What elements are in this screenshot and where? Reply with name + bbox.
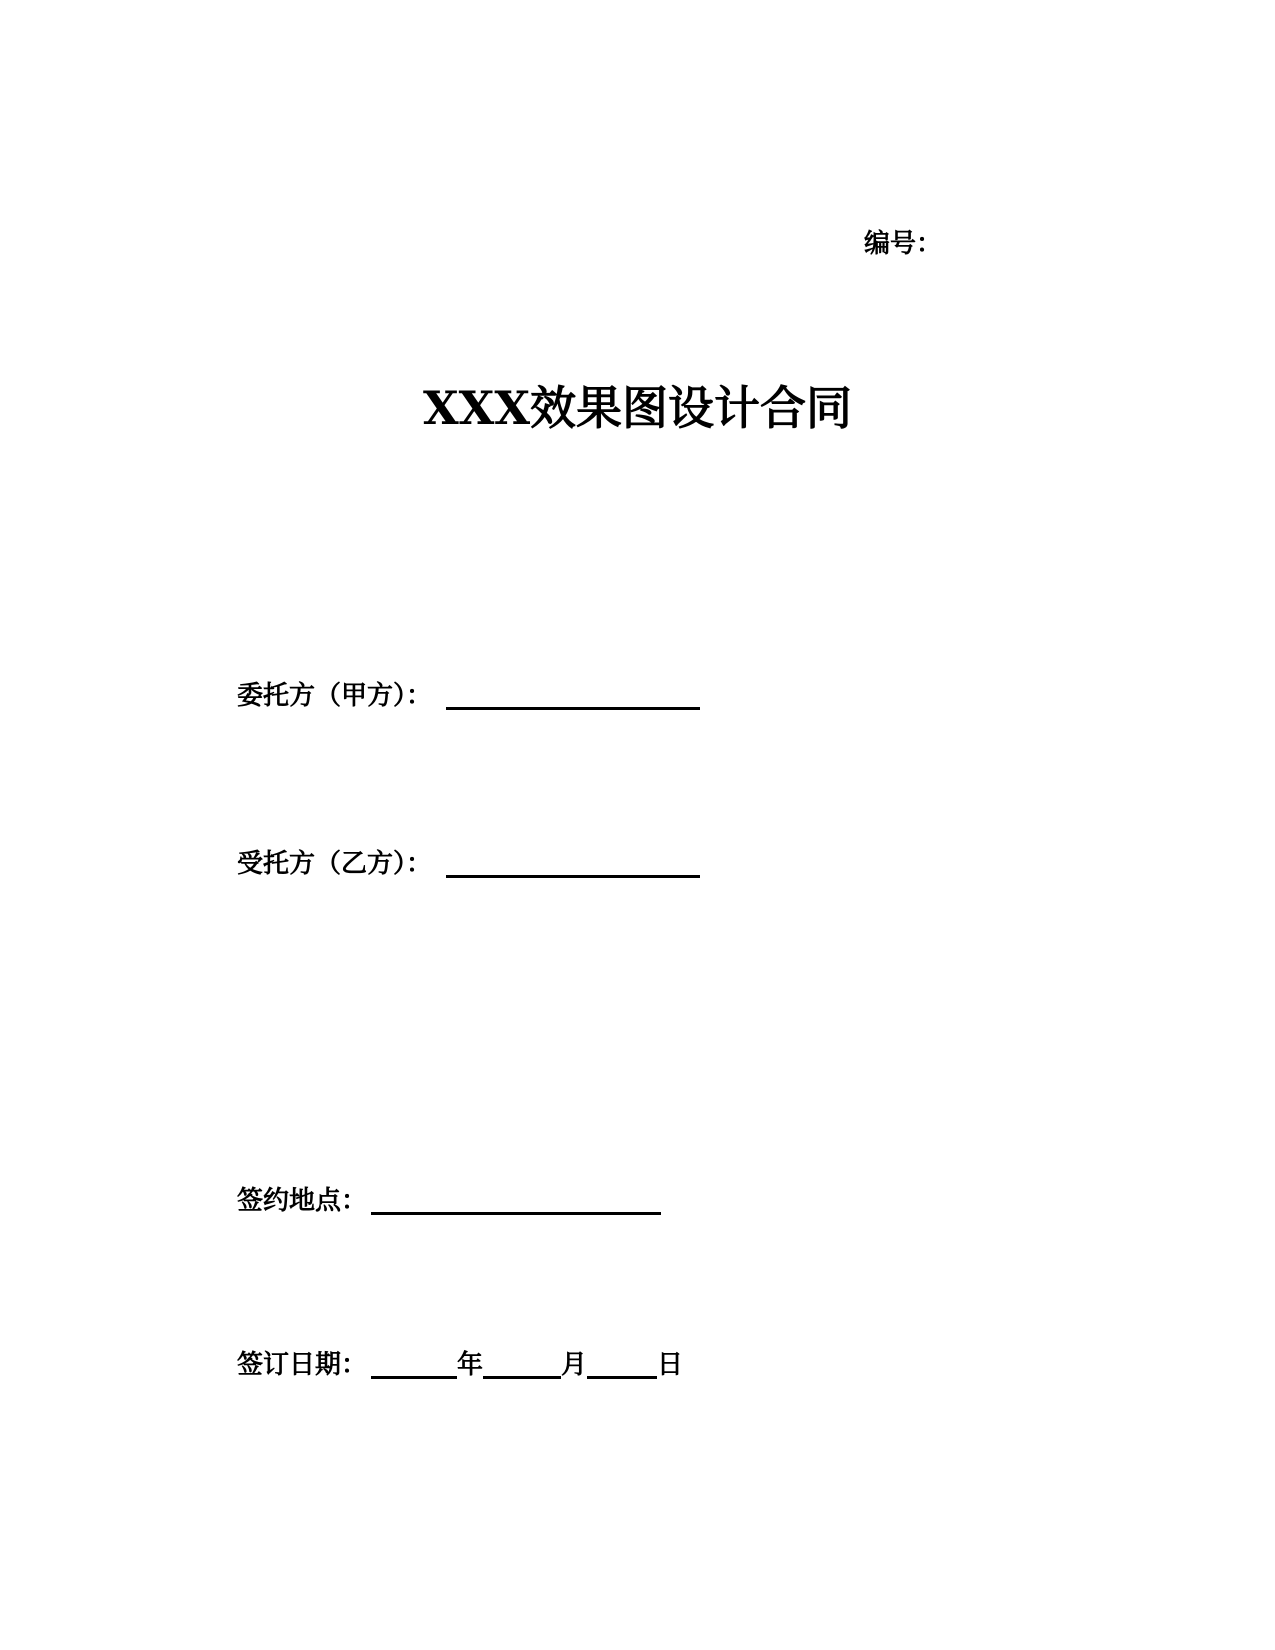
client-label: 委托方（甲方）： [237,681,433,711]
client-blank-line[interactable] [446,681,700,710]
year-blank-line[interactable] [371,1350,457,1379]
contract-title: XXX效果图设计合同 [422,381,853,435]
signing-place-row [237,1183,661,1219]
signing-place-blank-line[interactable] [371,1186,661,1215]
signing-place-label: 签约地点： [237,1186,368,1216]
contract-number-label: 编号： [864,229,943,259]
contractor-label: 受托方（乙方）： [237,849,433,879]
month-blank-line[interactable] [483,1350,561,1379]
client-row [237,678,700,714]
day-unit: 日 [657,1350,684,1380]
month-unit: 月 [561,1350,588,1380]
contractor-row [237,846,700,882]
year-unit: 年 [457,1350,484,1380]
day-blank-line[interactable] [587,1350,657,1379]
signing-date-label: 签订日期： [237,1350,368,1380]
signing-date-row [237,1347,683,1383]
contractor-blank-line[interactable] [446,849,700,878]
